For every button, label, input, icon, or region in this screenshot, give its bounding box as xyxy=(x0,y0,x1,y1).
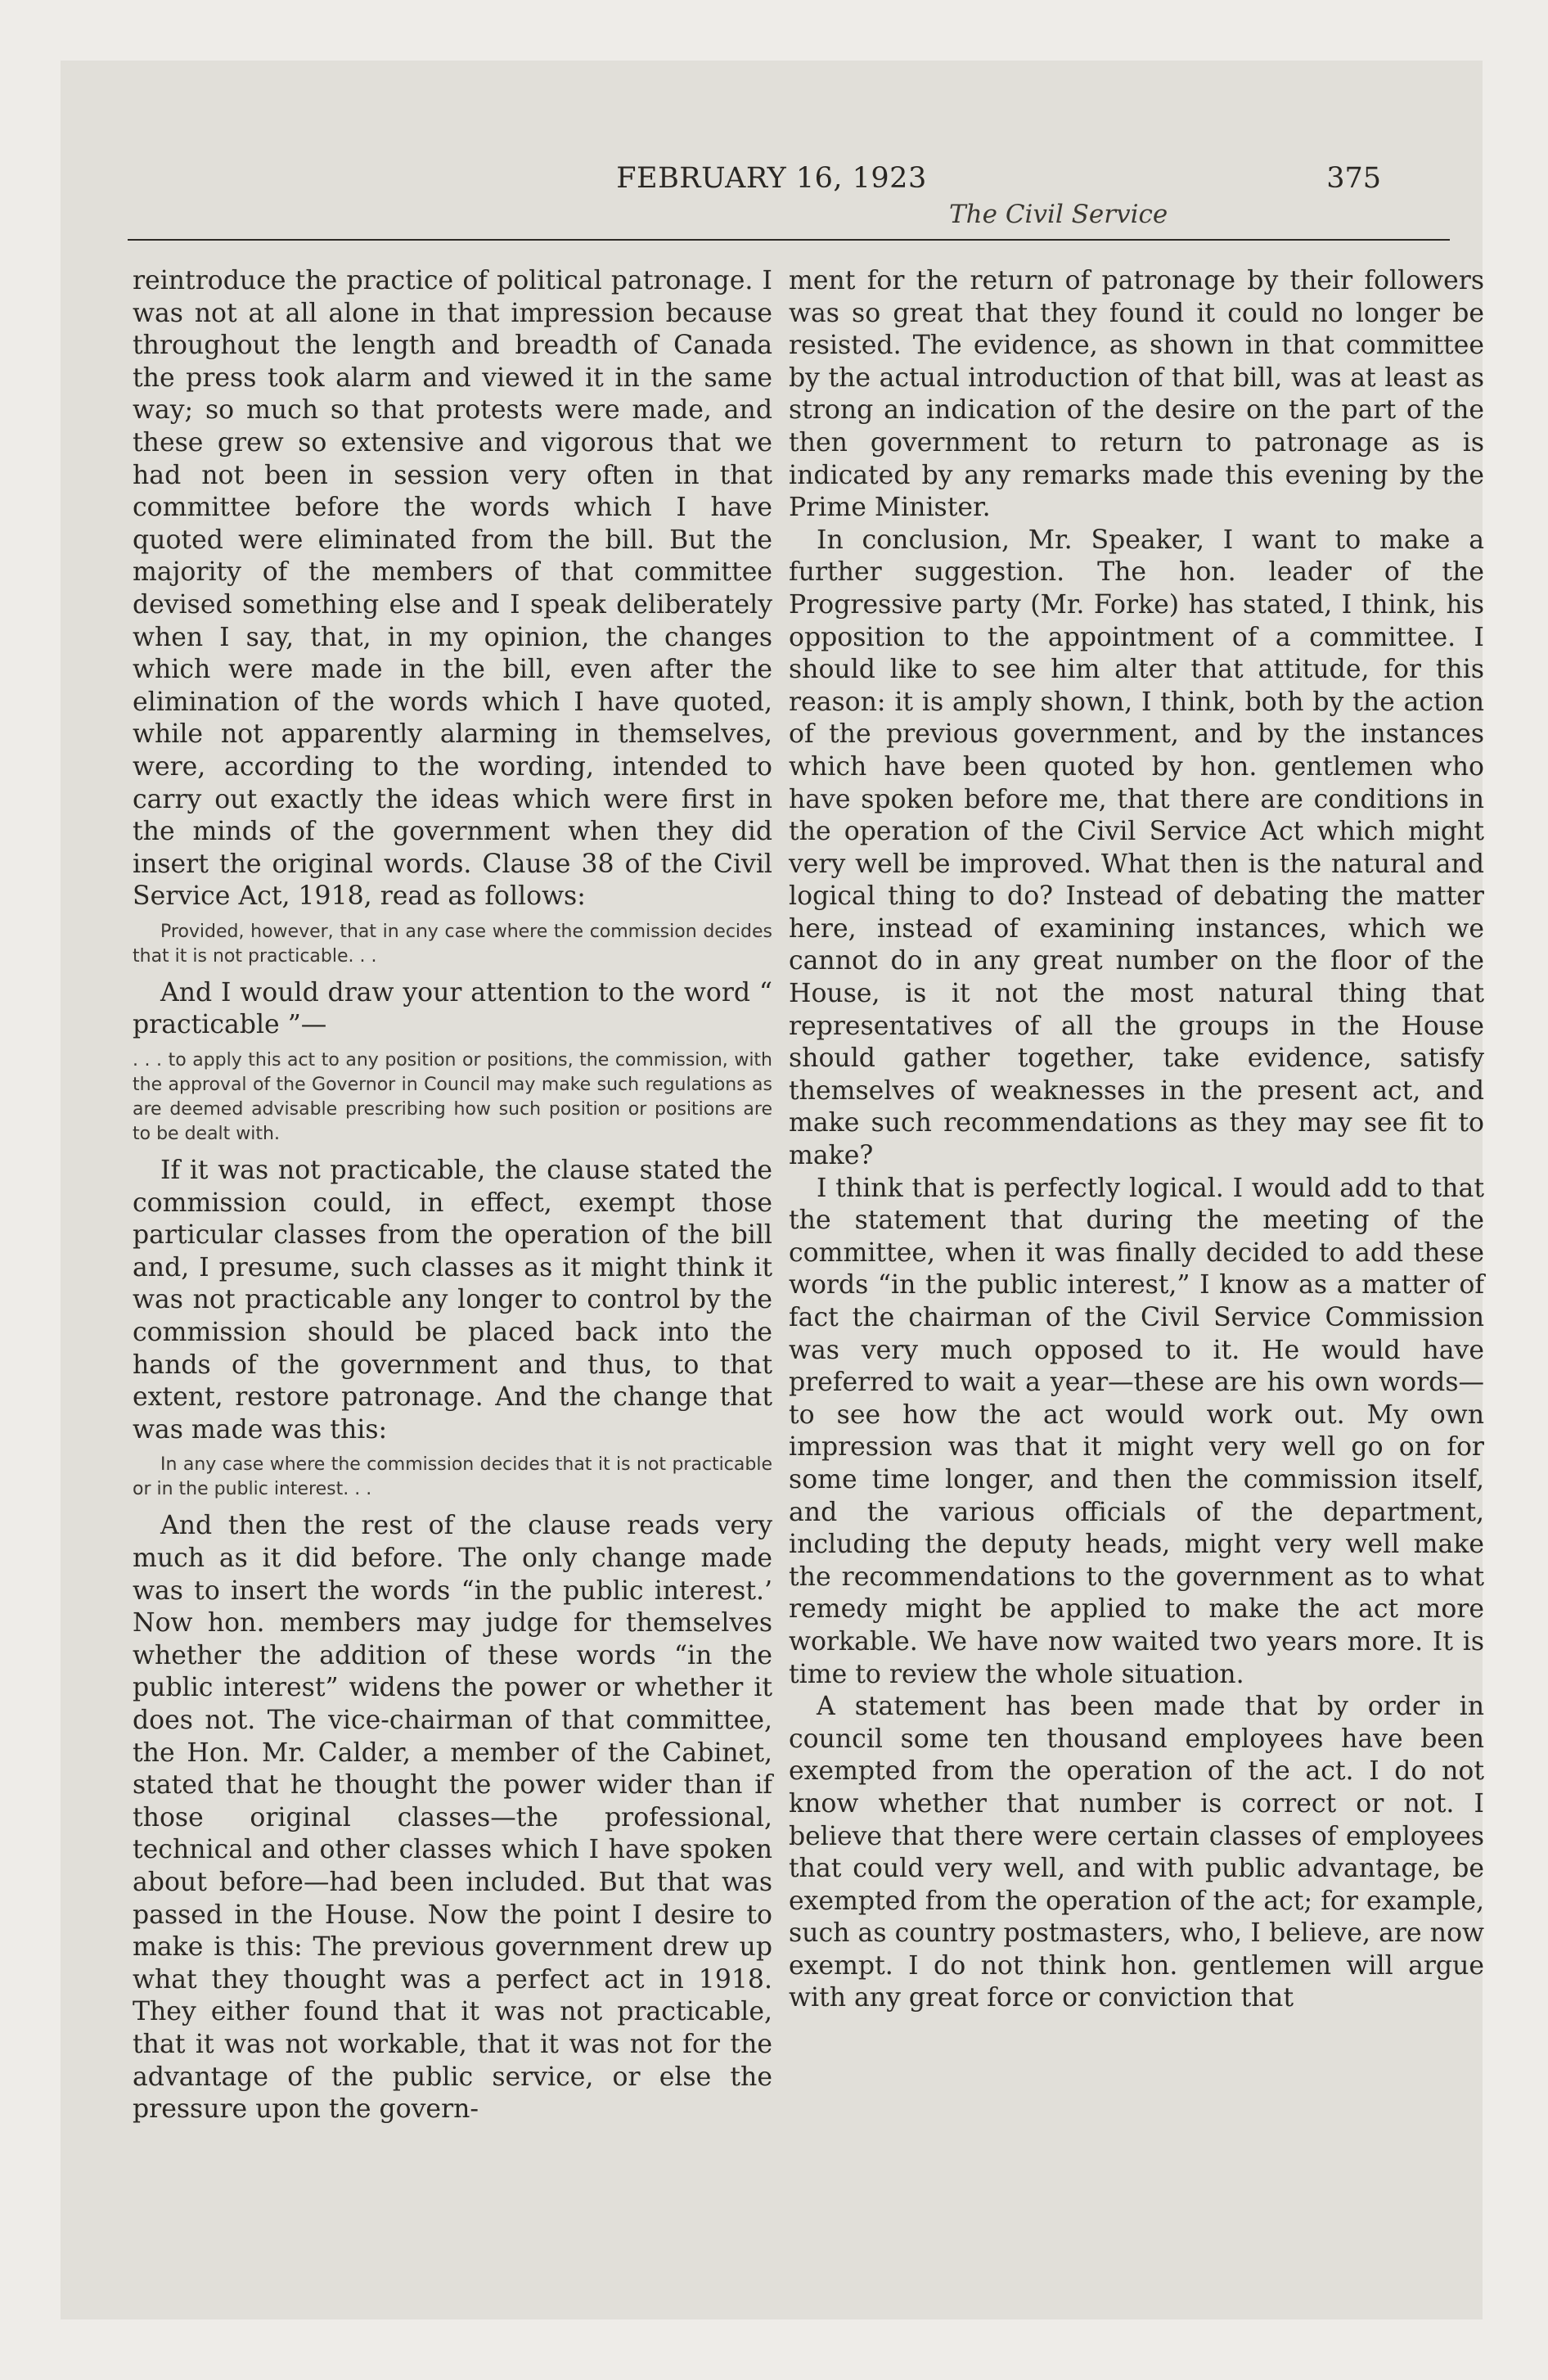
page-scan xyxy=(61,61,1483,2319)
header-date: FEBRUARY 16, 1923 xyxy=(616,162,927,195)
right-paragraph-1: ment for the return of patronage by their followers was so great that they found it could no longer be resisted. The evidence, as shown in that committee by the actual introduction of that bill, was at least as strong an indication of the desire on the part of the then government to return to patronage as is indicated by any remarks made this evening by the Prime Minister. xyxy=(789,266,1484,523)
right-column xyxy=(789,265,1484,2015)
page-number: 375 xyxy=(1326,162,1381,195)
quote-amended-clause: In any case where the commission decides that it is not practicable or in the public interest. . . xyxy=(133,1454,772,1500)
left-paragraph-4: And then the rest of the clause reads very much as it did before. The only change made was to insert the words “in the public interest.’ Now hon. members may judge for themselves whether the addition of these words “in the public interest” widens the power or whether it does not. The vice-chairman of that committee, the Hon. Mr. Calder, a member of the Cabinet, stated that he thought the power wider than if those original classes—the professional, technical and other classes which I have spoken about before—had been included. But that was passed in the House. Now the point I desire to make is this: The previous government drew up what they thought was a perfect act in 1918. They either found that it was not practicable, that it was not workable, that it was not for the advantage of the public service, or else the pressure upon the govern- xyxy=(133,1511,772,2125)
left-paragraph-2: And I would draw your attention to the word “ practicable ”— xyxy=(133,977,772,1040)
quote-clause-38: . . . to apply this act to any position or positions, the commission, with the approval of the Governor in Council may make such regulations as are deemed advisable prescribing how such position or positions are to be dealt with. xyxy=(133,1050,772,1145)
right-paragraph-4: A statement has been made that by order in council some ten thousand employees have been exempted from the operation of the act. I do not know whether that number is correct or not. I believe that there were certain classes of employees that could very well, and with public advantage, be exempted from the operation of the act; for example, such as country postmasters, who, I believe, are now exempt. I do not think hon. gentlemen will argue with any great force or conviction that xyxy=(789,1692,1484,2013)
quote-proviso: Provided, however, that in any case where the commission decides that it is not practicable. . . xyxy=(133,921,772,967)
header-rule xyxy=(128,239,1450,241)
left-column xyxy=(133,265,772,2126)
running-title: The Civil Service xyxy=(949,200,1168,229)
left-paragraph-1: reintroduce the practice of political patronage. I was not at all alone in that impression because throughout the length and breadth of Canada the press took alarm and viewed it in the same way; so much so that protests were made, and these grew so extensive and vigorous that we had not been in session very often in that committee before the words which I have quoted were eliminated from the bill. But the majority of the members of that committee devised something else and I speak deliberately when I say, that, in my opinion, the changes which were made in the bill, even after the elimination of the words which I have quoted, while not apparently alarming in themselves, were, according to the wording, intended to carry out exactly the ideas which were first in the minds of the government when they did insert the original words. Clause 38 of the Civil Service Act, 1918, read as follows: xyxy=(133,266,772,912)
page-header xyxy=(61,61,1483,241)
left-paragraph-3: If it was not practicable, the clause stated the commission could, in effect, exempt those particular classes from the operation of the bill and, I presume, such classes as it might think it was not practicable any longer to control by the commission should be placed back into the hands of the government and thus, to that extent, restore patronage. And the change that was made was this: xyxy=(133,1156,772,1445)
right-paragraph-2: In conclusion, Mr. Speaker, I want to make a further suggestion. The hon. leader of the Progressive party (Mr. Forke) has stated, I think, his opposition to the appointment of a committee. I should like to see him alter that attitude, for this reason: it is amply shown, I think, both by the action of the previous government, and by the instances which have been quoted by hon. gentlemen who have spoken before me, that there are conditions in the operation of the Civil Service Act which might very well be improved. What then is the natural and logical thing to do? Instead of debating the matter here, instead of examining instances, which we cannot do in any great number on the floor of the House, is it not the most natural thing that representatives of all the groups in the House should gather together, take evidence, satisfy themselves of weaknesses in the present act, and make such recommendations as they may see fit to make? xyxy=(789,525,1484,1171)
right-paragraph-3: I think that is perfectly logical. I would add to that the statement that during the meeting of the committee, when it was finally decided to add these words “in the public interest,” I know as a matter of fact the chairman of the Civil Service Commission was very much opposed to it. He would have preferred to wait a year—these are his own words—to see how the act would work out. My own impression was that it might very well go on for some time longer, and then the commission itself, and the various officials of the department, including the deputy heads, might very well make the recommendations to the government as to what remedy might be applied to make the act more workable. We have now waited two years more. It is time to review the whole situation. xyxy=(789,1173,1484,1689)
